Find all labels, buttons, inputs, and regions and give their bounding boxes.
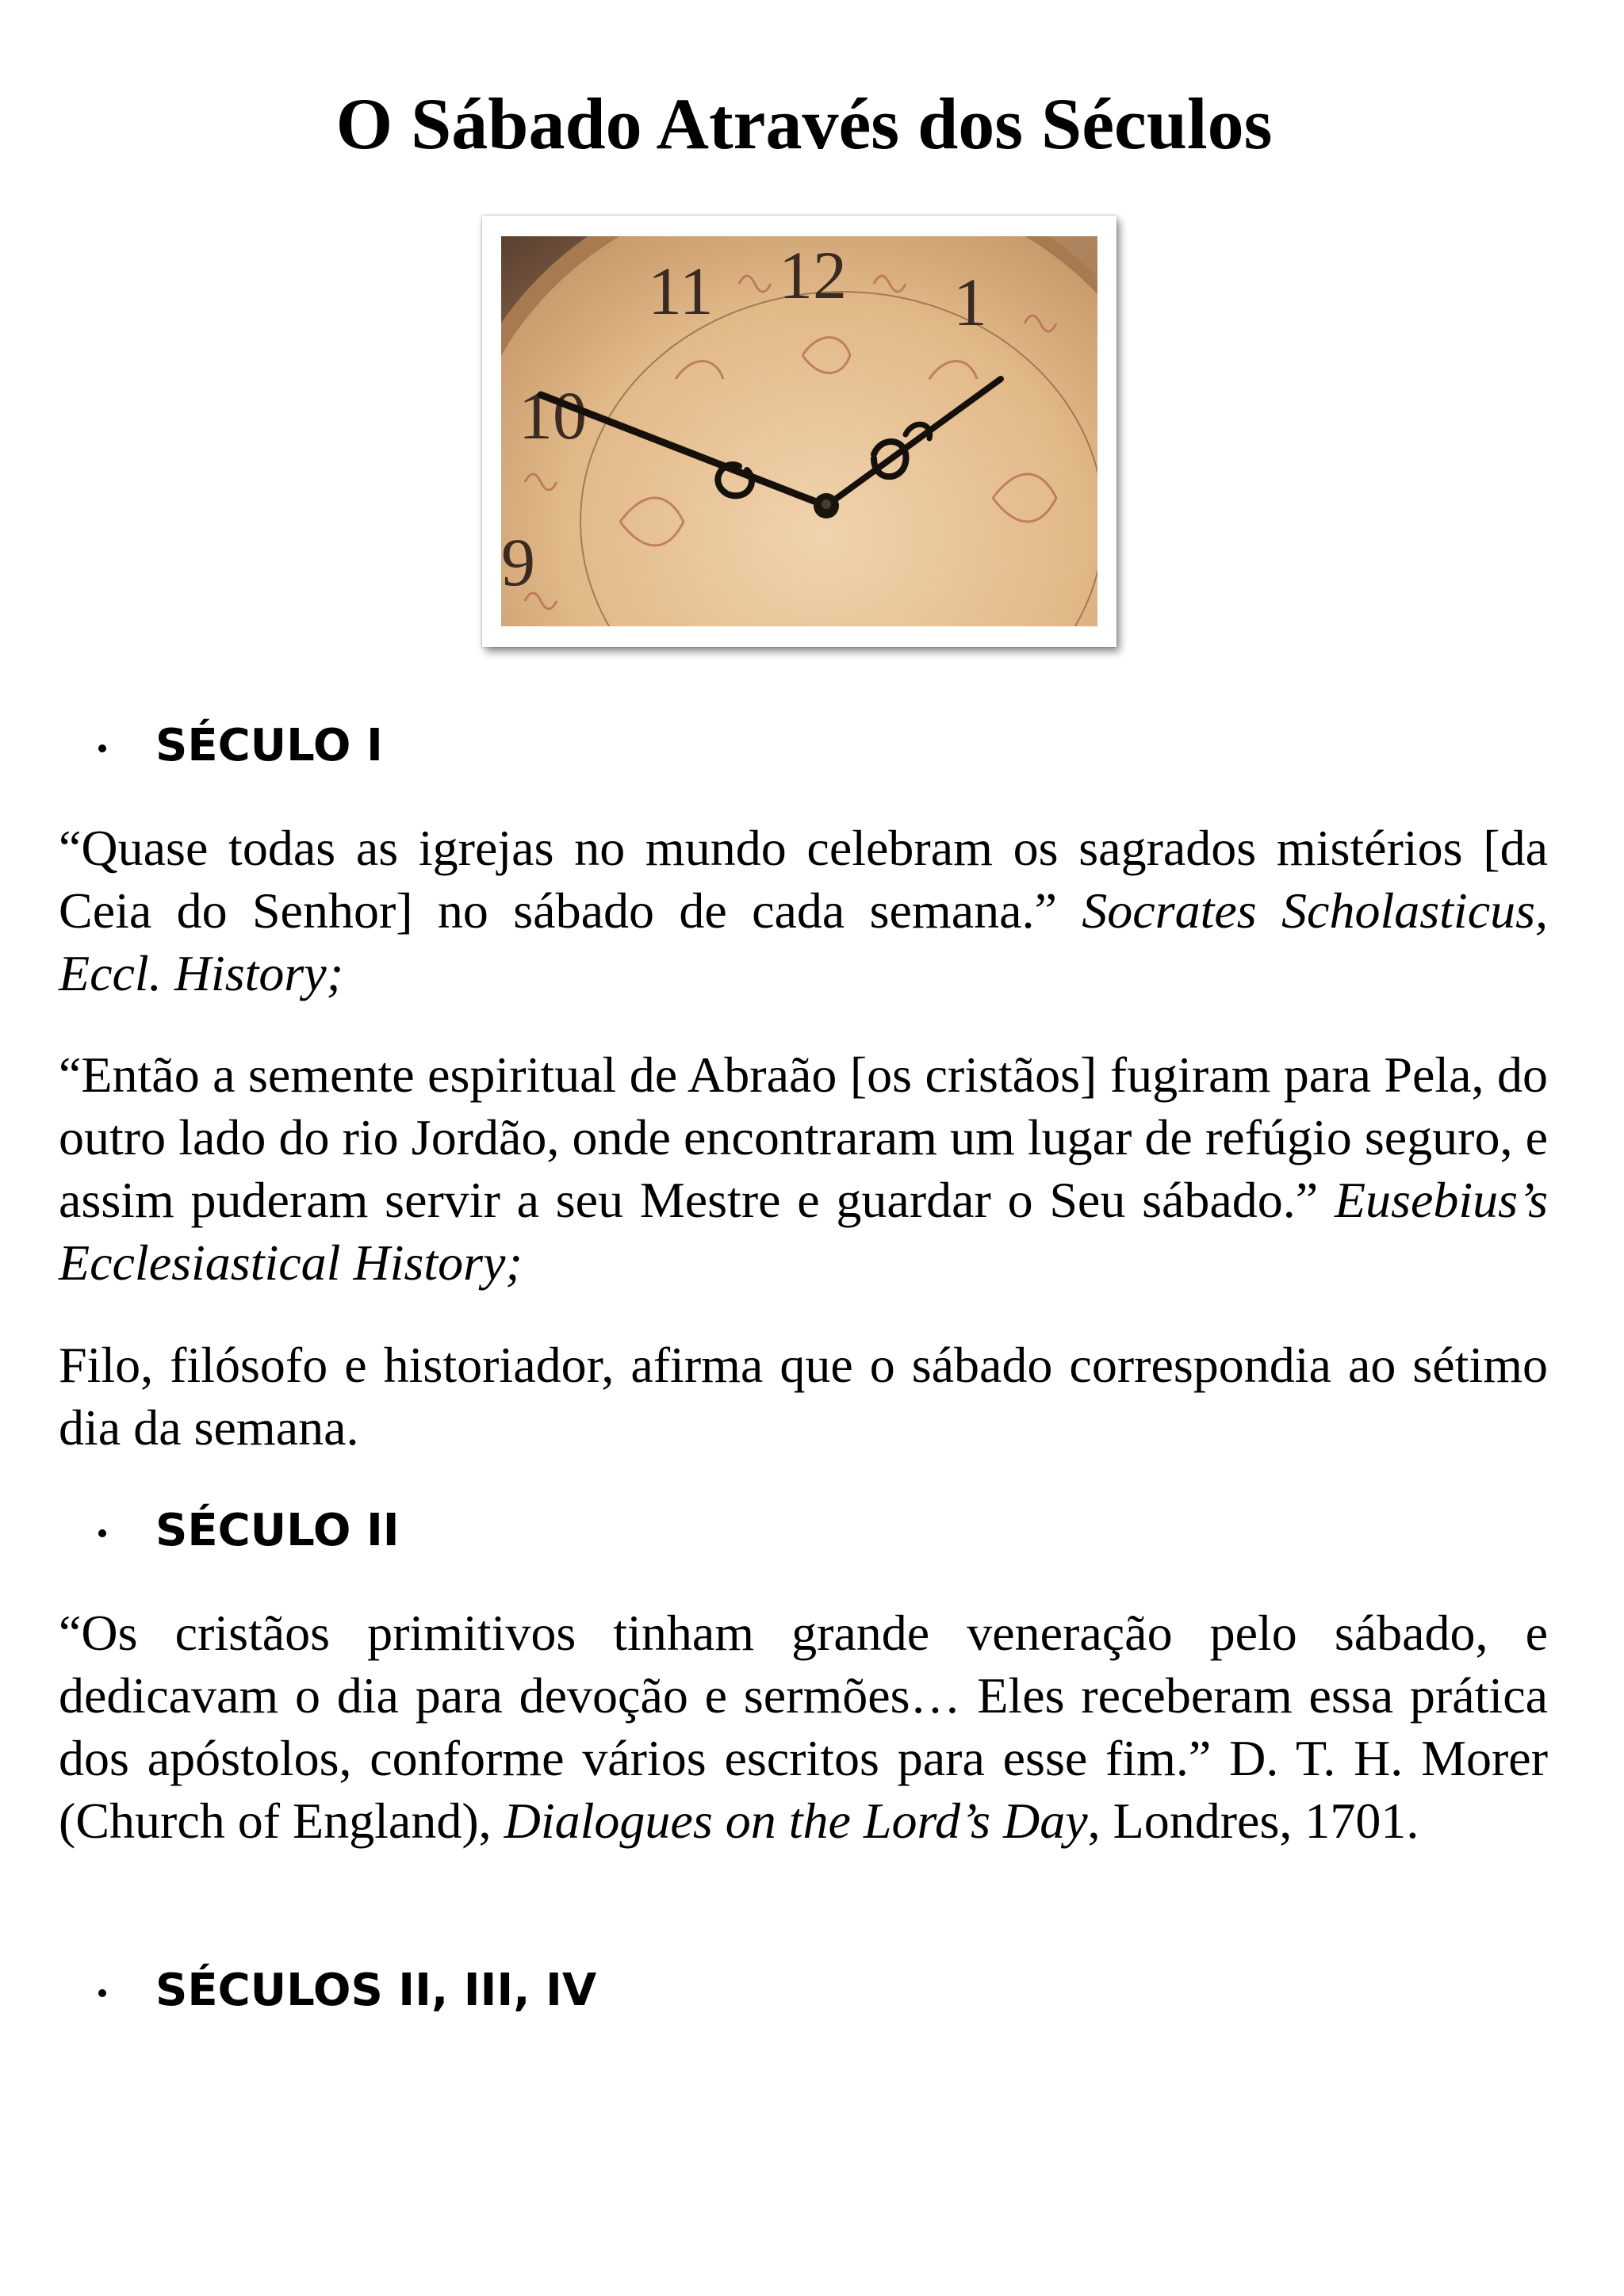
numeral-12: 12 [779, 237, 847, 313]
page-title: O Sábado Através dos Séculos [335, 83, 1273, 164]
clock-icon [501, 236, 1097, 626]
numeral-11: 11 [648, 253, 714, 329]
bullet-icon [98, 744, 106, 752]
bullet-icon [98, 1989, 106, 1997]
quote-source: Eusebius’s Ecclesiastical History; [59, 1172, 1548, 1291]
numeral-10: 10 [519, 377, 587, 453]
section-heading-label: SÉCULOS II, III, IV [155, 1965, 597, 2016]
paragraph-text: Filo, filósofo e historiador, afirma que o sábado correspondia ao sétimo dia da semana. [59, 1337, 1548, 1456]
numeral-1: 1 [953, 264, 987, 340]
quote-text: “Quase todas as igrejas no mundo celebram os sagrados mistérios [da Ceia do Senhor] no sábado de cada semana.” [59, 820, 1548, 939]
quote-source: Dialogues on the Lord’s Day [504, 1793, 1088, 1849]
section-heading-label: SÉCULO I [155, 720, 383, 771]
numeral-9: 9 [501, 524, 535, 600]
quote-morer [59, 1601, 1548, 1852]
section-heading-label: SÉCULO II [155, 1505, 400, 1556]
quote-text: “Os cristãos primitivos tinham grande veneração pelo sábado, e dedicavam o dia para devoção e sermões… Eles receberam essa prática dos apóstolos, conforme vários escritos para esse fim.” D. T. H. Morer (Church of England), [59, 1605, 1548, 1849]
quote-text: “Então a semente espiritual de Abraão [os cristãos] fugiram para Pela, do outro lado do rio Jordão, onde encontraram um lugar de refúgio seguro, e assim puderam servir a seu Mestre e guardar o Seu sábado.” [59, 1047, 1548, 1228]
quote-tail: , Londres, 1701. [1087, 1793, 1419, 1849]
bullet-icon [98, 1529, 106, 1537]
quote-source: Socrates Scholasticus, Eccl. History; [59, 882, 1549, 1001]
paragraph-filo [59, 1334, 1548, 1459]
quote-eusebius [59, 1043, 1548, 1294]
quote-socrates [59, 817, 1548, 1004]
clock-photo [482, 216, 1116, 647]
